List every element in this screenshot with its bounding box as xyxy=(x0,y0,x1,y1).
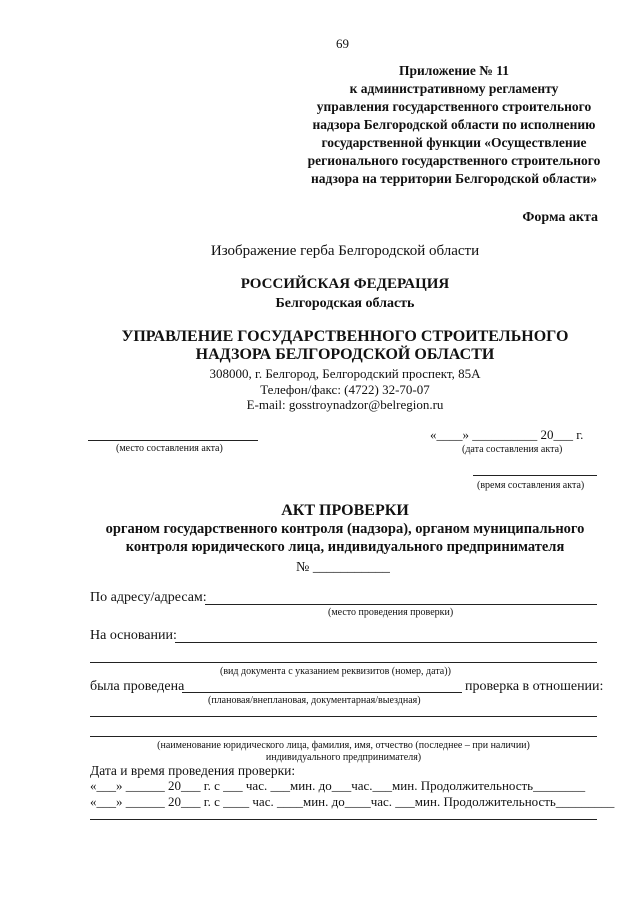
date-caption: (дата составления акта) xyxy=(462,444,563,455)
address-field[interactable] xyxy=(205,604,597,605)
region-title: Белгородская область xyxy=(275,296,415,311)
agency-phone: Телефон/факс: (4722) 32-70-07 xyxy=(260,382,430,397)
address-label: По адресу/адресам: xyxy=(90,590,207,605)
coat-of-arms-note: Изображение герба Белгородской области xyxy=(210,243,480,259)
federation-title: РОССИЙСКАЯ ФЕДЕРАЦИЯ xyxy=(240,276,450,292)
conducted-label: была проведена xyxy=(90,679,185,694)
basis-caption: (вид документа с указанием реквизитов (номер, дата)) xyxy=(220,666,451,677)
appendix-block xyxy=(284,62,624,188)
appendix-line: надзора Белгородской области по исполнению xyxy=(312,117,596,132)
conducted-caption: (плановая/внеплановая, документарная/выездная) xyxy=(208,695,421,706)
act-title: АКТ ПРОВЕРКИ xyxy=(281,502,409,519)
entity-caption-line1: (наименование юридического лица, фамилия, имя, отчество (последнее – при наличии) xyxy=(157,740,530,751)
act-subtitle-line1: органом государственного контроля (надзора), органом муниципального xyxy=(105,521,585,537)
entity-field-line1[interactable] xyxy=(90,716,597,717)
datetime-row[interactable]: «___» ______ 20___ г. с ___ час. ___мин. до___час.___мин. Продолжительность________ xyxy=(90,778,586,793)
page-number: 69 xyxy=(336,36,349,51)
agency-title-line2: НАДЗОРА БЕЛГОРОДСКОЙ ОБЛАСТИ xyxy=(195,346,495,363)
appendix-line: управления государственного строительного xyxy=(316,99,592,114)
regarding-label: проверка в отношении: xyxy=(465,679,604,694)
appendix-line: регионального государственного строительного xyxy=(307,153,601,168)
datetime-row[interactable]: «___» ______ 20___ г. с ____ час. ____мин. до____час. ___мин. Продолжительность_________ xyxy=(90,794,615,809)
conducted-field[interactable] xyxy=(182,692,462,693)
datetime-extra-line[interactable] xyxy=(90,819,597,820)
appendix-line: надзора на территории Белгородской области» xyxy=(310,171,598,186)
place-line xyxy=(88,440,258,441)
act-subtitle-line2: контроля юридического лица, индивидуального предпринимателя xyxy=(125,539,565,555)
appendix-line: государственной функции «Осуществление xyxy=(321,135,587,150)
basis-field-continued[interactable] xyxy=(90,662,597,663)
agency-email: E-mail: gosstroynadzor@belregion.ru xyxy=(246,397,444,412)
place-caption: (место составления акта) xyxy=(116,443,223,454)
date-line: «____» __________ 20___ г. xyxy=(430,427,584,442)
agency-title-line1: УПРАВЛЕНИЕ ГОСУДАРСТВЕННОГО СТРОИТЕЛЬНОГО xyxy=(121,328,569,345)
entity-caption-line2: индивидуального предпринимателя) xyxy=(265,752,422,763)
time-line xyxy=(473,475,597,476)
address-caption: (место проведения проверки) xyxy=(328,607,454,618)
basis-field[interactable] xyxy=(175,642,597,643)
time-caption: (время составления акта) xyxy=(477,480,585,491)
form-label: Форма акта xyxy=(522,210,598,225)
agency-address: 308000, г. Белгород, Белгородский проспект, 85А xyxy=(209,366,481,381)
appendix-line: Приложение № 11 xyxy=(399,63,509,78)
basis-label: На основании: xyxy=(90,628,177,643)
act-number: № ___________ xyxy=(296,560,390,575)
appendix-line: к административному регламенту xyxy=(349,81,559,96)
entity-field-line2[interactable] xyxy=(90,736,597,737)
datetime-label: Дата и время проведения проверки: xyxy=(90,763,296,778)
